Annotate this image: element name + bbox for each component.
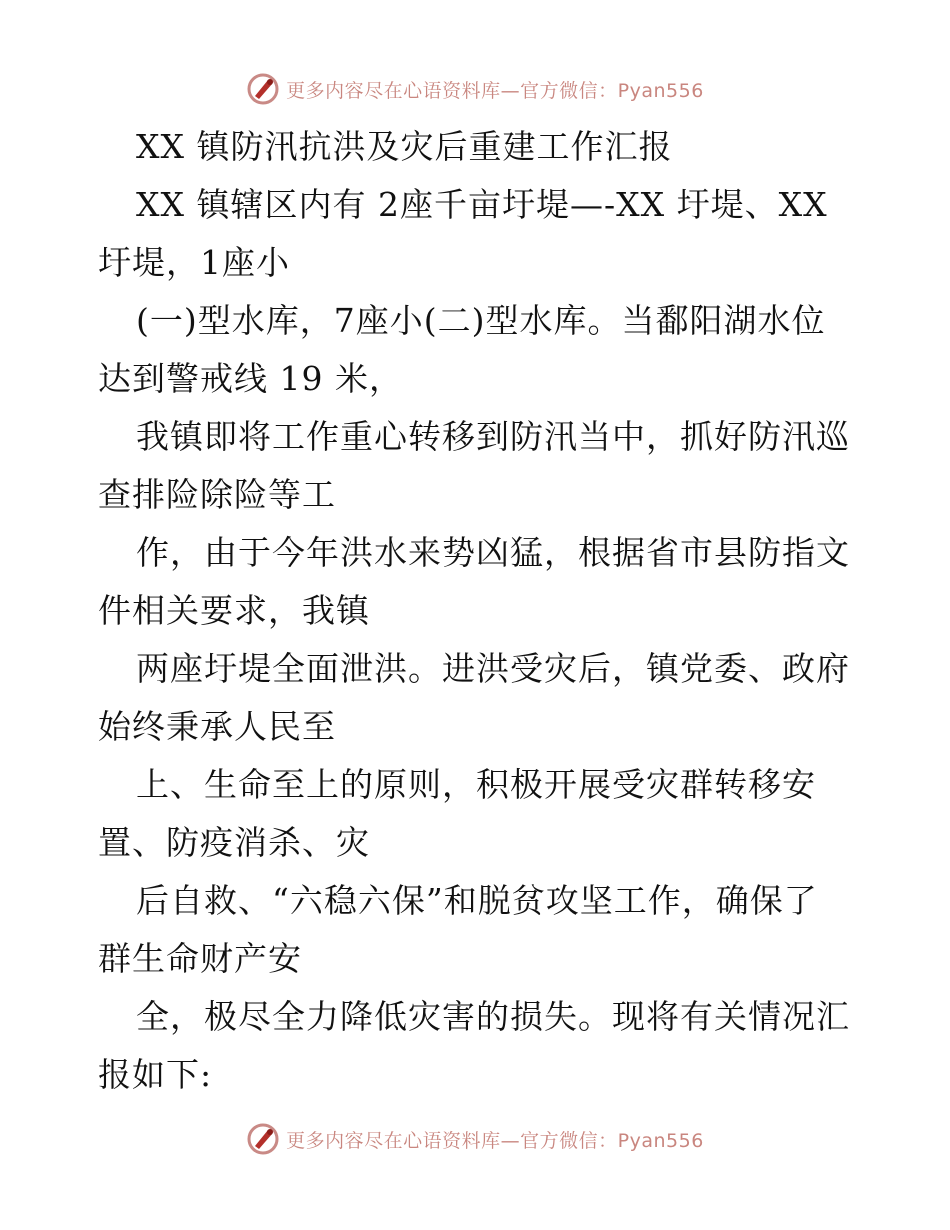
paragraph-line: 报如下:: [98, 1055, 213, 1094]
watermark-text: 更多内容尽在心语资料库—官方微信：Pyan556: [286, 1129, 704, 1152]
paragraph-line: 达到警戒线 19 米，: [98, 359, 403, 398]
paragraph-line: 始终秉承人民至: [98, 707, 336, 746]
paragraph-line: 查排险除险等工: [98, 475, 336, 514]
paragraph-line: 上、生命至上的原则，积极开展受灾群转移安: [136, 765, 816, 804]
paragraph-line: 群生命财产安: [98, 939, 302, 978]
watermark-text: 更多内容尽在心语资料库—官方微信：Pyan556: [286, 79, 704, 102]
brand-logo-icon: [246, 72, 280, 106]
header-watermark: [0, 72, 950, 106]
paragraph-line: 圩堤，1座小: [98, 243, 290, 282]
paragraph-line: 全，极尽全力降低灾害的损失。现将有关情况汇: [136, 997, 850, 1036]
document-title: XX 镇防汛抗洪及灾后重建工作汇报: [136, 127, 673, 166]
paragraph-line: 件相关要求，我镇: [98, 591, 370, 630]
paragraph-line: (一)型水库，7座小(二)型水库。当鄱阳湖水位: [136, 301, 826, 340]
paragraph-line: 两座圩堤全面泄洪。进洪受灾后，镇党委、政府: [136, 649, 850, 688]
paragraph-line: 置、防疫消杀、灾: [98, 823, 370, 862]
brand-logo-icon: [246, 1122, 280, 1156]
footer-watermark: [0, 1122, 950, 1156]
paragraph-line: 后自救、“六稳六保”和脱贫攻坚工作，确保了: [136, 881, 818, 920]
paragraph-line: 我镇即将工作重心转移到防汛当中，抓好防汛巡: [136, 417, 850, 456]
paragraph-line: XX 镇辖区内有 2座千亩圩堤—-XX 圩堤、XX: [136, 185, 828, 224]
paragraph-line: 作，由于今年洪水来势凶猛，根据省市县防指文: [136, 533, 850, 572]
document-body: [98, 118, 858, 1104]
